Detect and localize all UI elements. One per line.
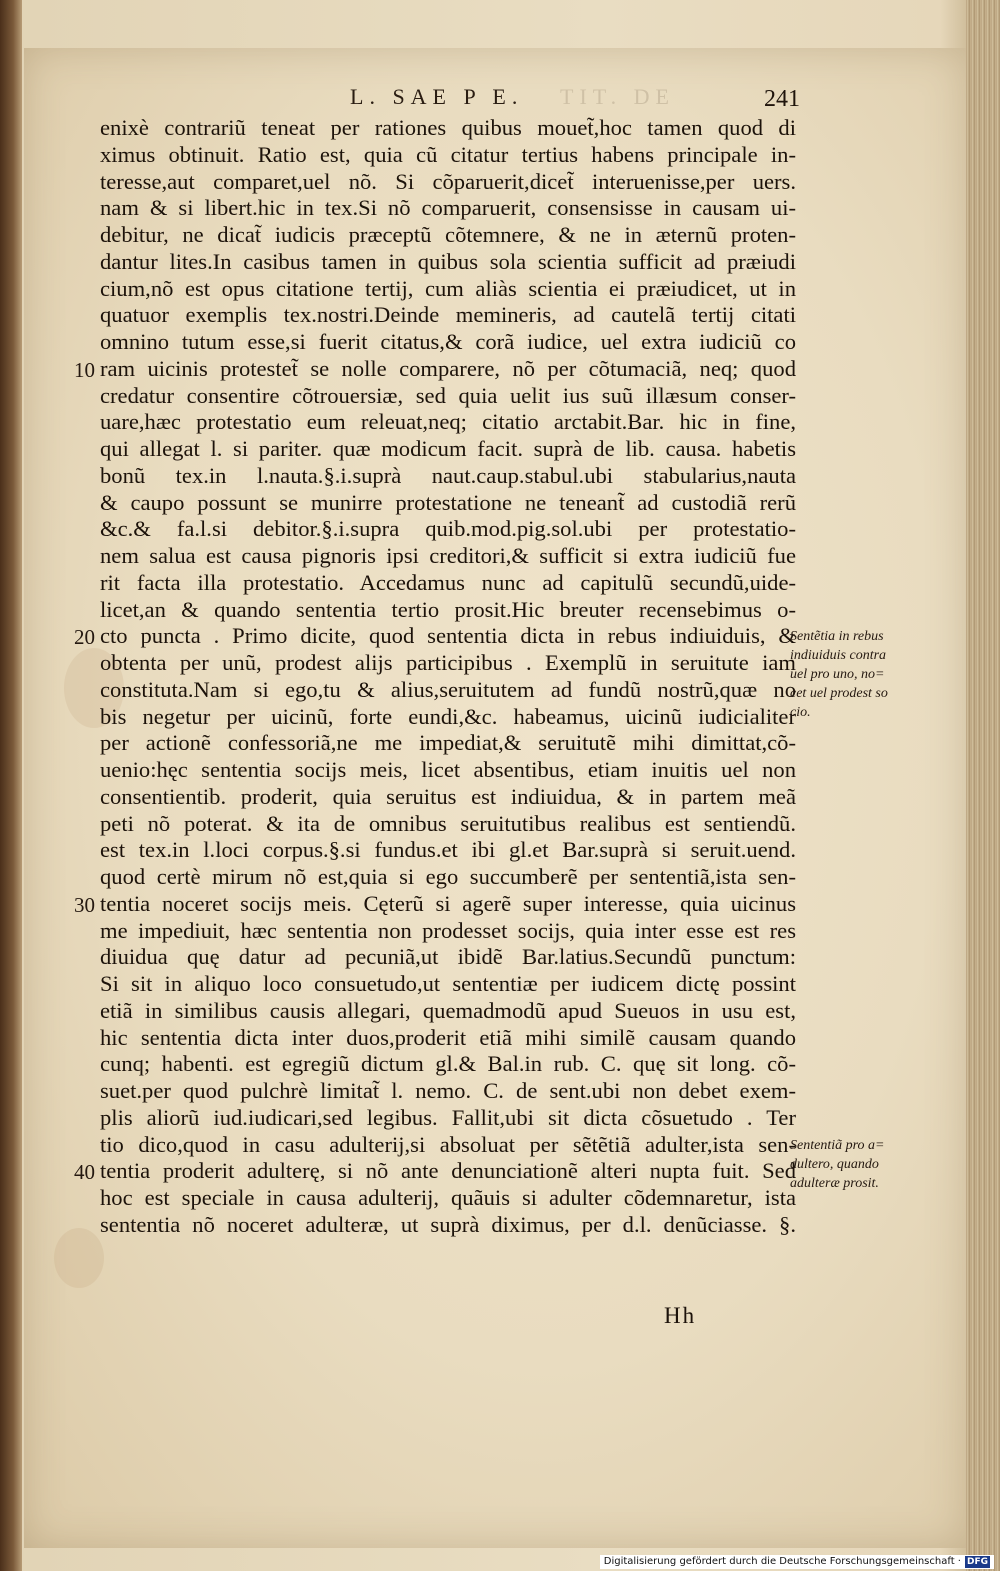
page-number: 241 [764,86,800,112]
text-line: &c.& fa.l.si debitor.§.i.supra quib.mod.pig.sol.ubi per protestatio- [100,516,796,542]
text-line: cium,nõ est opus citatione tertij, cum aliàs scientia ei præiudicet, ut in [100,275,796,301]
paper-stain [54,1228,104,1288]
show-through-text: TIT. DE [560,84,675,109]
page-edges [966,0,1000,1571]
text-line: enixè contrariũ teneat per rationes quibus mouet̃,hoc tamen quod di [100,115,796,140]
text-line: hic sententia dicta inter duos,proderit etiã mihi similẽ causam quando [100,1024,796,1050]
binding-edge [0,0,22,1571]
dfg-logo-icon: DFG [966,1557,988,1567]
text-line: hoc est speciale in causa adulterij, quãuis si adulter cõdemnaretur, ista [100,1185,796,1210]
text-line: quatuor exemplis tex.nostri.Deinde memineris, ad cautelã tertij citati [100,302,796,328]
digitization-footer [600,1555,994,1569]
text-line: tentia proderit adulterę, si nõ ante denunciationẽ alteri nupta fuit. Sed [100,1158,796,1184]
text-line: ram uicinis protestet̃ se nolle comparere, nõ per cõtumaciã, neq; quod [100,355,796,381]
text-line: consentientib. proderit, quia seruitus est indiuidua, & in partem meã [100,783,796,809]
text-line: quod certè mirum nõ est,quia si ego succumberẽ per sententiã,ista sen- [100,864,796,889]
text-line: nem salua est causa pignoris ipsi creditori,& sufficit si extra iudiciũ fue [100,543,796,568]
text-line: ximus obtinuit. Ratio est, quia cũ citatur tertius habens principale in- [100,141,796,167]
text-line: teresse,aut comparet,uel nõ. Si cõparuerit,dicet̃ interuenisse,per uers. [100,168,796,194]
text-line: tio dico,quod in casu adulterij,si absoluat per sẽtẽtiã adulter,ista sen- [100,1131,796,1157]
line-number: 30 [74,892,95,917]
signature-mark: Hh [664,1303,697,1328]
text-line: uare,hæc protestatio eum releuat,neq; citatio arctabit.Bar. hic in fine, [100,409,796,435]
line-number: 10 [74,357,95,382]
text-line: credatur consentire cõtrouersiæ, sed quia uelit ius suũ illæsum conser- [100,382,796,408]
text-line: cunq; habenti. est egregiũ dictum gl.& Bal.in rub. C. quę sit long. cõ- [100,1051,796,1077]
line-number: 40 [74,1160,95,1185]
text-line: bis negetur per uicinũ, forte eundi,&c. habeamus, uicinũ iudicialiter [100,703,796,729]
text-line: qui allegat l. si pariter. quæ modicum facit. suprà de lib. causa. habetis [100,436,796,461]
text-line: etiã in similibus causis allegari, quemadmodũ apud Sueuos in usu est, [100,997,796,1023]
text-line: cto puncta . Primo dicite, quod sententia dicta in rebus indiuiduis, & [100,623,796,649]
body-text [100,115,796,1239]
text-line: bonũ tex.in l.nauta.§.i.suprà naut.caup.stabul.ubi stabularius,nauta [100,462,796,488]
text-line: debitur, ne dicat̃ iudicis præceptũ cõtemnere, & ne in æternũ proten- [100,222,796,247]
text-line: est tex.in l.loci corpus.§.si fundus.et ibi gl.et Bar.suprà si seruit.uend. [100,837,796,863]
margin-note: Sententiã pro a= dultero, quando adulteræ prosit. [790,1137,885,1191]
text-line: dantur lites.In casibus tamen in quibus sola scientia sufficit ad præiudi [100,248,796,274]
text-line: & caupo possunt se munirre protestatione ne teneant̃ ad custodiã rerũ [100,489,796,515]
text-line: obtenta per unũ, prodest alijs participibus . Exemplũ in seruitute iam [100,650,796,675]
footer-text: Digitalisierung gefördert durch die Deutsche Forschungsgemeinschaft · [603,1556,961,1567]
text-line: licet,an & quando sententia tertio prosit.Hic breuter recensebimus o- [100,596,796,622]
text-line: uenio:hęc sententia socijs meis, licet absentibus, etiam inuitis uel non [100,757,796,782]
text-line: diuidua quę datur ad pecuniã,ut ibidẽ Bar.latius.Secundũ punctum: [100,944,796,970]
margin-note: Sentẽtia in rebus indiuiduis contra uel pro uno, no= cet uel prodest so cio. [790,629,888,721]
text-line: omnino tutum esse,si fuerit citatus,& corã iudice, uel extra iudiciũ co [100,329,796,354]
text-line: nam & si libert.hic in tex.Si nõ comparuerit, consensisse in causam ui- [100,195,796,221]
line-number: 20 [74,625,95,650]
text-line: sententia nõ noceret adulteræ, ut suprà diximus, per d.l. denũciasse. §. [100,1211,796,1237]
text-line: tentia noceret socijs meis. Cęterũ si agerẽ super interesse, quia uicinus [100,890,796,916]
text-line: peti nõ poterat. & ita de omnibus seruitutibus realibus est sentiendũ. [100,810,796,836]
text-line: me impediuit, hæc sententia non prodesset socijs, quia inter esse est res [100,917,796,943]
text-line: per actionẽ confessoriã,ne me impediat,& seruitutẽ mihi dimittat,cõ- [100,730,796,756]
text-line: plis aliorũ iud.iudicari,sed legibus. Fallit,ubi sit dicta cõsuetudo . Ter [100,1104,796,1130]
text-line: Si sit in aliquo loco consuetudo,ut sententiæ per iudicem dictę possint [100,971,796,996]
running-head: L. SAE P E. [350,84,524,109]
text-line: constituta.Nam si ego,tu & alius,seruitutem ad fundũ nostrũ,quæ no [100,676,796,702]
text-line: rit facta illa protestatio. Accedamus nunc ad capitulũ secundũ,uide- [100,569,796,595]
text-line: suet.per quod pulchrè limitat̃ l. nemo. C. de sent.ubi non debet exem- [100,1078,796,1103]
